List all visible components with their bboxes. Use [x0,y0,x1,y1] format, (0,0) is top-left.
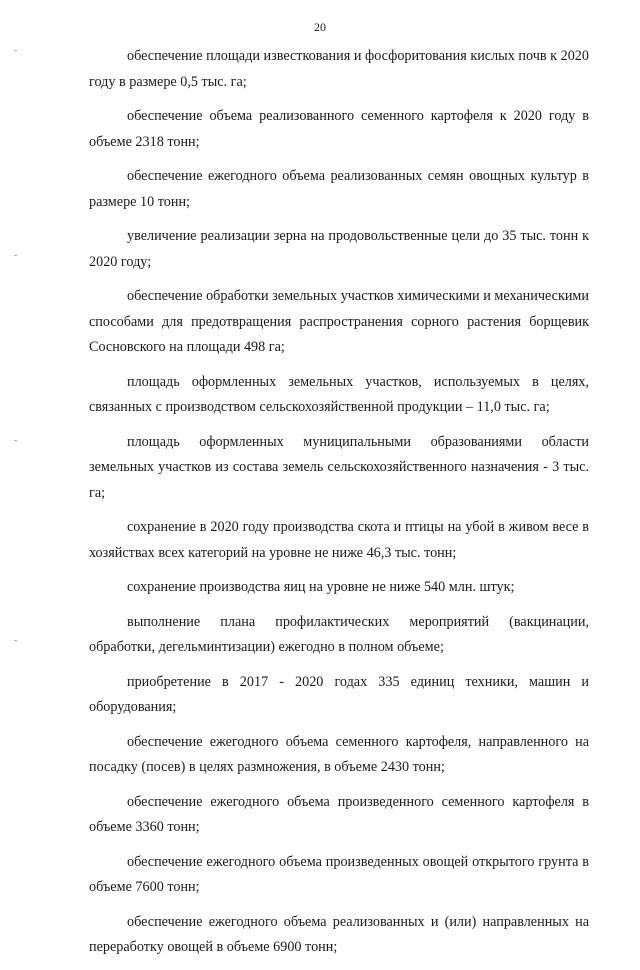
page-number: 20 [314,20,326,34]
paragraph: обеспечение объема реализованного семенного картофеля к 2020 году в объеме 2318 тонн; [89,108,589,150]
paragraph: сохранение производства яиц на уровне не ниже 540 млн. штук; [127,579,515,595]
margin-mark [14,640,17,641]
paragraph: обеспечение обработки земельных участков химическими и механическими способами для предотвращения распространения сорного растения борщевик Сосновского на площади 498 га; [89,288,589,355]
document-body [89,44,589,970]
paragraph: обеспечение ежегодного объема произведенного семенного картофеля в объеме 3360 тонн; [89,793,589,835]
margin-mark [14,255,17,256]
paragraph: площадь оформленных муниципальными образованиями области земельных участков из состава земель сельскохозяйственного назначения - 3 тыс. га; [89,433,589,501]
paragraph: площадь оформленных земельных участков, используемых в целях, связанных с производством сельскохозяйственной продукции – 11,0 тыс. га; [89,373,589,415]
paragraph: обеспечение ежегодного объема произведенных овощей открытого грунта в объеме 7600 тонн; [89,853,589,895]
paragraph: выполнение плана профилактических мероприятий (вакцинации, обработки, дегельминтизации) ежегодно в полном объеме; [89,613,589,655]
paragraph: обеспечение ежегодного объема семенного картофеля, направленного на посадку (посев) в целях размножения, в объеме 2430 тонн; [89,733,589,775]
paragraph: сохранение в 2020 году производства скота и птицы на убой в живом весе в хозяйствах всех категорий на уровне не ниже 46,3 тыс. тонн; [89,519,589,561]
margin-mark [14,440,17,441]
paragraph: обеспечение ежегодного объема реализованных и (или) направленных на переработку овощей в объеме 6900 тонн; [89,913,589,955]
paragraph: увеличение реализации зерна на продовольственные цели до 35 тыс. тонн к 2020 году; [89,228,589,270]
margin-mark [14,50,17,51]
paragraph: приобретение в 2017 - 2020 годах 335 единиц техники, машин и оборудования; [89,673,589,715]
paragraph: обеспечение ежегодного объема реализованных семян овощных культур в размере 10 тонн; [89,168,589,210]
paragraph: обеспечение площади известкования и фосфоритования кислых почв к 2020 году в размере 0,5 тыс. га; [89,48,589,90]
